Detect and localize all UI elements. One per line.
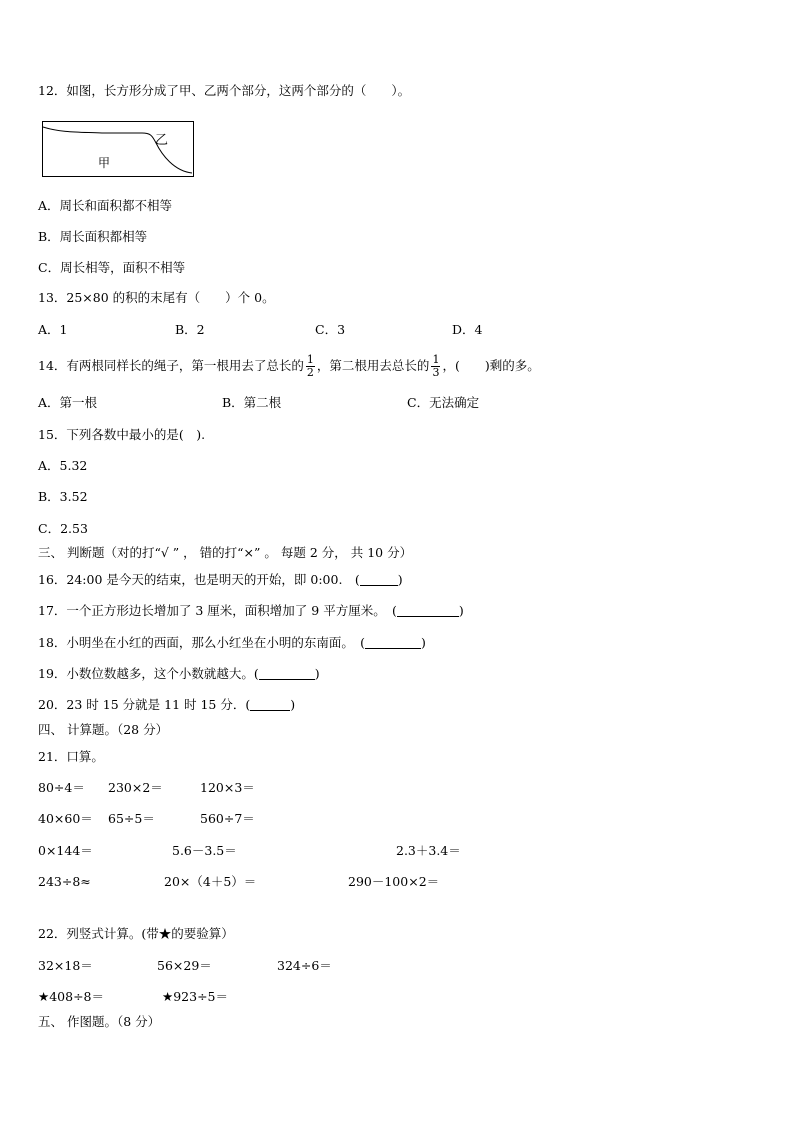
q15-option-c[interactable]: C．2.53 xyxy=(38,521,88,536)
answer-blank[interactable] xyxy=(250,698,290,711)
q22-item: 56×29＝ xyxy=(157,958,212,973)
q21-item: 2.3＋3.4＝ xyxy=(396,843,461,858)
rectangle-figure xyxy=(42,121,194,177)
section-4-heading: 四、 计算题。（28 分） xyxy=(38,722,169,737)
q18: 18．小明坐在小红的西面，那么小红坐在小明的东南面。 ( ) xyxy=(38,635,426,650)
q20: 20．23 时 15 分就是 11 时 15 分．( ) xyxy=(38,697,296,712)
q12-option-b[interactable]: B．周长面积都相等 xyxy=(38,229,148,244)
q21-item: 230×2＝ xyxy=(108,780,163,795)
q12-option-c[interactable]: C．周长相等，面积不相等 xyxy=(38,260,186,275)
q21-title: 21．口算。 xyxy=(38,749,104,764)
q21-item: 120×3＝ xyxy=(200,780,255,795)
q14-option-a[interactable]: A．第一根 xyxy=(38,395,98,410)
q15-option-b[interactable]: B．3.52 xyxy=(38,489,88,504)
label-yi: 乙 xyxy=(155,133,169,148)
q13-stem: 13．25×80 的积的末尾有（ ）个 0。 xyxy=(38,290,275,305)
q17: 17．一个正方形边长增加了 3 厘米，面积增加了 9 平方厘米。 ( ) xyxy=(38,603,464,618)
q14-option-b[interactable]: B．第二根 xyxy=(222,395,282,410)
answer-blank[interactable] xyxy=(397,604,459,617)
q21-item: 80÷4＝ xyxy=(38,780,85,795)
q21-item: 40×60＝ xyxy=(38,811,93,826)
q22-item: ★923÷5＝ xyxy=(162,989,228,1004)
q15-option-a[interactable]: A．5.32 xyxy=(38,458,88,473)
q22-title: 22．列竖式计算。(带★的要验算） xyxy=(38,926,234,941)
answer-blank[interactable] xyxy=(259,667,315,680)
q21-item: 20×（4＋5）＝ xyxy=(164,874,257,889)
q22-item: 32×18＝ xyxy=(38,958,93,973)
q16: 16．24:00 是今天的结束，也是明天的开始，即 0:00. ( ) xyxy=(38,572,403,587)
q21-item: 243÷8≈ xyxy=(38,874,91,889)
q21-item: 290－100×2＝ xyxy=(348,874,440,889)
q14-option-c[interactable]: C．无法确定 xyxy=(407,395,480,410)
label-jia: 甲 xyxy=(98,156,111,170)
q21-item: 0×144＝ xyxy=(38,843,93,858)
fraction-one-half: $\frac{1}{2}$ xyxy=(306,353,314,379)
q12-stem: 12．如图，长方形分成了甲、乙两个部分，这两个部分的（ ）。 xyxy=(38,83,411,98)
q19: 19．小数位数越多，这个小数就越大。( ) xyxy=(38,666,320,681)
q14-stem: 14．有两根同样长的绳子，第一根用去了总长的 $\frac{1}{2}$ ，第二根用去总长的 $\frac{1}{3}$ ，( )剩的多。 xyxy=(38,353,540,379)
q21-item: 5.6－3.5＝ xyxy=(172,843,237,858)
q22-item: 324÷6＝ xyxy=(277,958,332,973)
q15-stem: 15．下列各数中最小的是( ). xyxy=(38,427,206,442)
fraction-one-third: $\frac{1}{3}$ xyxy=(432,353,440,379)
q21-item: 65÷5＝ xyxy=(108,811,155,826)
q13-option-c[interactable]: C．3 xyxy=(315,322,346,337)
answer-blank[interactable] xyxy=(365,636,421,649)
q12-option-a[interactable]: A．周长和面积都不相等 xyxy=(38,198,173,213)
answer-blank[interactable] xyxy=(360,573,398,586)
q13-option-b[interactable]: B．2 xyxy=(175,322,205,337)
q13-option-a[interactable]: A．1 xyxy=(38,322,68,337)
q13-option-d[interactable]: D．4 xyxy=(452,322,483,337)
section-3-heading: 三、 判断题（对的打“√ ” ， 错的打“×” 。 每题 2 分， 共 10 分） xyxy=(38,545,413,560)
q21-item: 560÷7＝ xyxy=(200,811,255,826)
q22-item: ★408÷8＝ xyxy=(38,989,104,1004)
section-5-heading: 五、 作图题。（8 分） xyxy=(38,1014,161,1029)
